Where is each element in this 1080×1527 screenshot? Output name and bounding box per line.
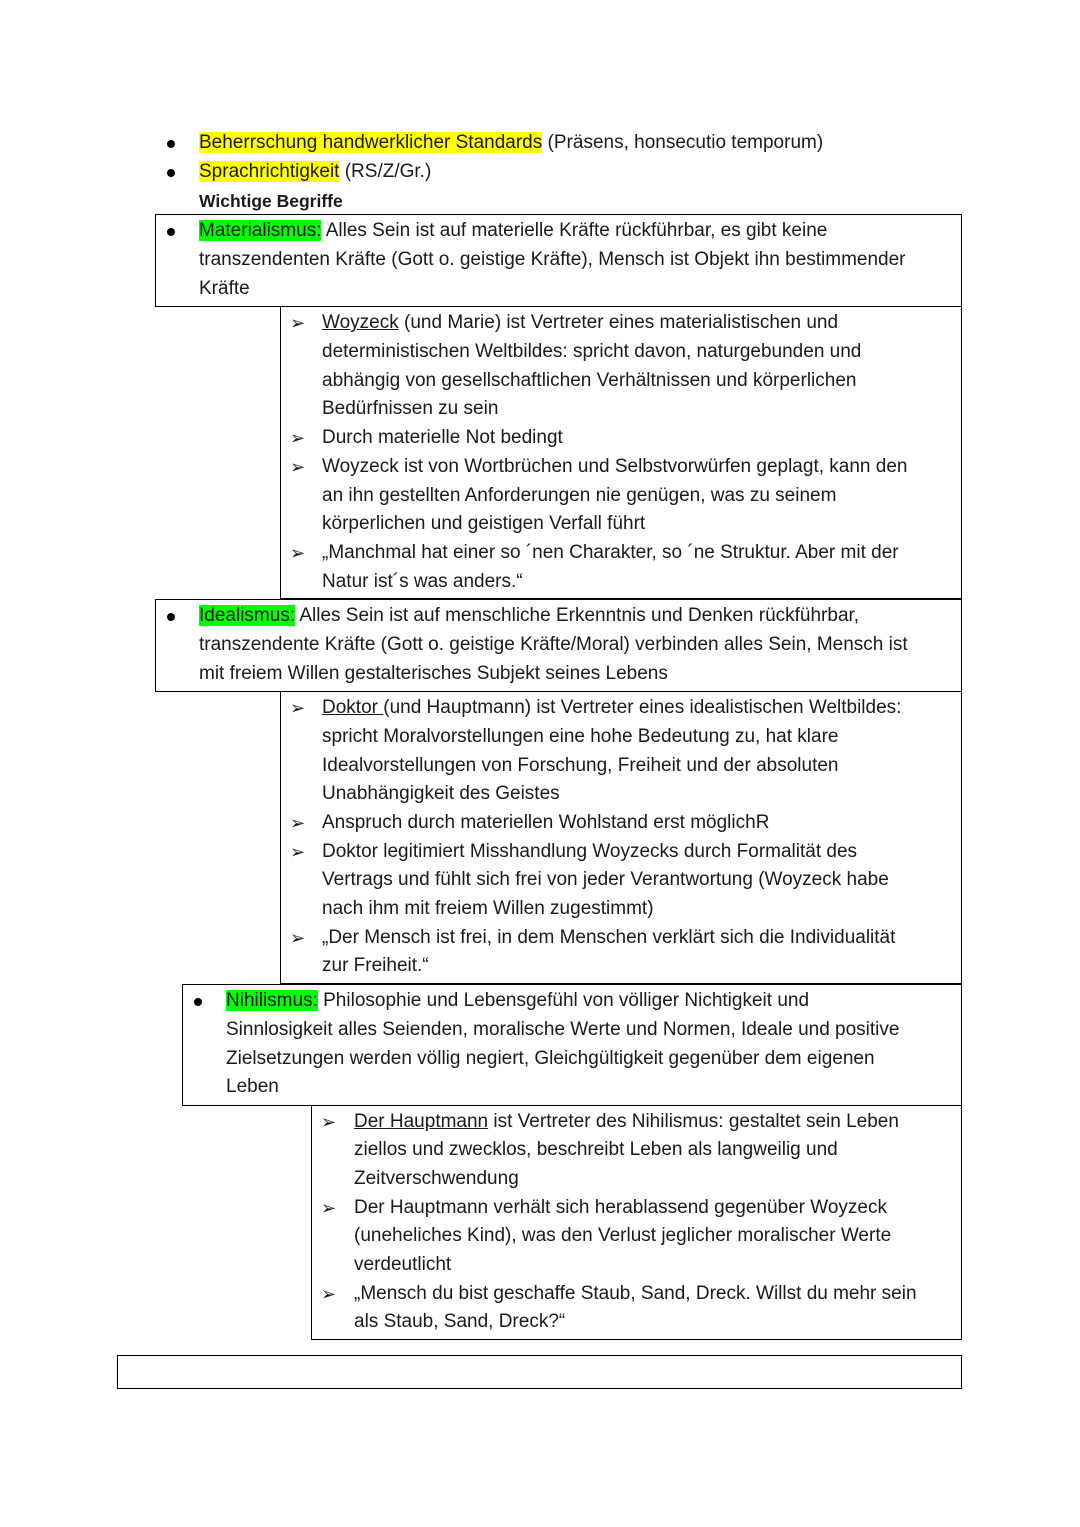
- highlight-text: Beherrschung handwerklicher Standards: [199, 132, 543, 153]
- arrow-bullet-icon: ➢: [290, 928, 306, 948]
- definition-line: Sinnlosigkeit alles Seienden, moralische Werte und Normen, Ideale und positive: [226, 1019, 900, 1040]
- point-line: Bedürfnissen zu sein: [322, 398, 499, 419]
- point-subject: Doktor: [322, 697, 384, 718]
- point-line: „Mensch du bist geschaffe Staub, Sand, Dreck. Willst du mehr sein: [354, 1283, 917, 1304]
- point-line: ziellos und zwecklos, beschreibt Leben als langweilig und: [354, 1139, 838, 1160]
- definition-line: transzendente Kräfte (Gott o. geistige Kräfte/Moral) verbinden alles Sein, Mensch ist: [199, 634, 908, 655]
- bullet-dot-icon: [194, 998, 202, 1006]
- point-line: Vertrags und fühlt sich frei von jeder Verantwortung (Woyzeck habe: [322, 869, 889, 890]
- point-text: (und Marie) ist Vertreter eines materialistischen und: [398, 312, 839, 333]
- arrow-bullet-icon: ➢: [290, 457, 306, 477]
- point-line: [322, 309, 838, 338]
- point-text: ist Vertreter des Nihilismus: gestaltet sein Leben: [488, 1111, 899, 1132]
- top-bullet-2: [199, 158, 431, 187]
- point-line: spricht Moralvorstellungen eine hohe Bedeutung zu, hat klare: [322, 726, 839, 747]
- section-heading: Wichtige Begriffe: [199, 191, 343, 211]
- point-line: körperlichen und geistigen Verfall führt: [322, 513, 646, 534]
- point-line: deterministischen Weltbildes: spricht davon, naturgebunden und: [322, 341, 862, 362]
- definition-line: transzendenten Kräfte (Gott o. geistige Kräfte), Mensch ist Objekt ihn bestimmender: [199, 249, 906, 270]
- point-line: „Der Mensch ist frei, in dem Menschen verklärt sich die Individualität: [322, 927, 896, 948]
- definition-text: Alles Sein ist auf menschliche Erkenntnis und Denken rückführbar,: [295, 605, 860, 626]
- point-line: Zeitverschwendung: [354, 1168, 519, 1189]
- definition-line: [199, 602, 859, 631]
- point-line: [322, 694, 901, 723]
- point-line: nach ihm mit freiem Willen zugestimmt): [322, 898, 654, 919]
- bullet-rest-text: (Präsens, honsecutio temporum): [542, 132, 824, 153]
- point-line: Der Hauptmann verhält sich herablassend gegenüber Woyzeck: [354, 1197, 888, 1218]
- arrow-bullet-icon: ➢: [321, 1112, 337, 1132]
- point-text: (und Hauptmann) ist Vertreter eines idealistischen Weltbildes:: [383, 697, 902, 718]
- arrow-bullet-icon: ➢: [290, 313, 306, 333]
- empty-box: [117, 1355, 962, 1389]
- point-subject: Woyzeck: [322, 312, 399, 333]
- point-line: Doktor legitimiert Misshandlung Woyzecks durch Formalität des: [322, 841, 858, 862]
- arrow-bullet-icon: ➢: [290, 813, 306, 833]
- point-line: [354, 1108, 899, 1137]
- point-subject: Der Hauptmann: [354, 1111, 489, 1132]
- definition-line: Leben: [226, 1076, 279, 1097]
- point-line: Woyzeck ist von Wortbrüchen und Selbstvorwürfen geplagt, kann den: [322, 456, 908, 477]
- arrow-bullet-icon: ➢: [321, 1284, 337, 1304]
- top-bullet-1: [199, 129, 823, 158]
- arrow-bullet-icon: ➢: [290, 543, 306, 563]
- term-label: Nihilismus:: [226, 990, 318, 1011]
- point-line: Unabhängigkeit des Geistes: [322, 783, 560, 804]
- bullet-rest-text: (RS/Z/Gr.): [339, 161, 432, 182]
- point-line: als Staub, Sand, Dreck?“: [354, 1311, 566, 1332]
- point-line: verdeutlicht: [354, 1254, 452, 1275]
- definition-text: Philosophie und Lebensgefühl von völliger Nichtigkeit und: [317, 990, 810, 1011]
- point-line: Durch materielle Not bedingt: [322, 427, 563, 448]
- arrow-bullet-icon: ➢: [290, 698, 306, 718]
- bullet-dot-icon: [167, 613, 175, 621]
- definition-line: Zielsetzungen werden völlig negiert, Gleichgültigkeit gegenüber dem eigenen: [226, 1048, 875, 1069]
- term-label: Materialismus:: [199, 220, 322, 241]
- definition-line: [199, 217, 827, 246]
- arrow-bullet-icon: ➢: [290, 842, 306, 862]
- highlight-text: Sprachrichtigkeit: [199, 161, 340, 182]
- point-line: (uneheliches Kind), was den Verlust jeglicher moralischer Werte: [354, 1225, 892, 1246]
- point-line: abhängig von gesellschaftlichen Verhältnissen und körperlichen: [322, 370, 857, 391]
- point-line: „Manchmal hat einer so ´nen Charakter, so ´ne Struktur. Aber mit der: [322, 542, 899, 563]
- term-label: Idealismus:: [199, 605, 296, 626]
- point-line: an ihn gestellten Anforderungen nie genügen, was zu seinem: [322, 485, 837, 506]
- definition-line: Kräfte: [199, 278, 250, 299]
- point-line: zur Freiheit.“: [322, 955, 429, 976]
- point-line: Anspruch durch materiellen Wohlstand erst möglichR: [322, 812, 770, 833]
- definition-text: Alles Sein ist auf materielle Kräfte rückführbar, es gibt keine: [321, 220, 828, 241]
- definition-line: [226, 987, 809, 1016]
- arrow-bullet-icon: ➢: [321, 1198, 337, 1218]
- arrow-bullet-icon: ➢: [290, 428, 306, 448]
- point-line: Natur ist´s was anders.“: [322, 571, 523, 592]
- bullet-dot-icon: [167, 169, 175, 177]
- bullet-dot-icon: [167, 228, 175, 236]
- definition-line: mit freiem Willen gestalterisches Subjekt seines Lebens: [199, 663, 668, 684]
- point-line: Idealvorstellungen von Forschung, Freiheit und der absoluten: [322, 755, 839, 776]
- bullet-dot-icon: [167, 140, 175, 148]
